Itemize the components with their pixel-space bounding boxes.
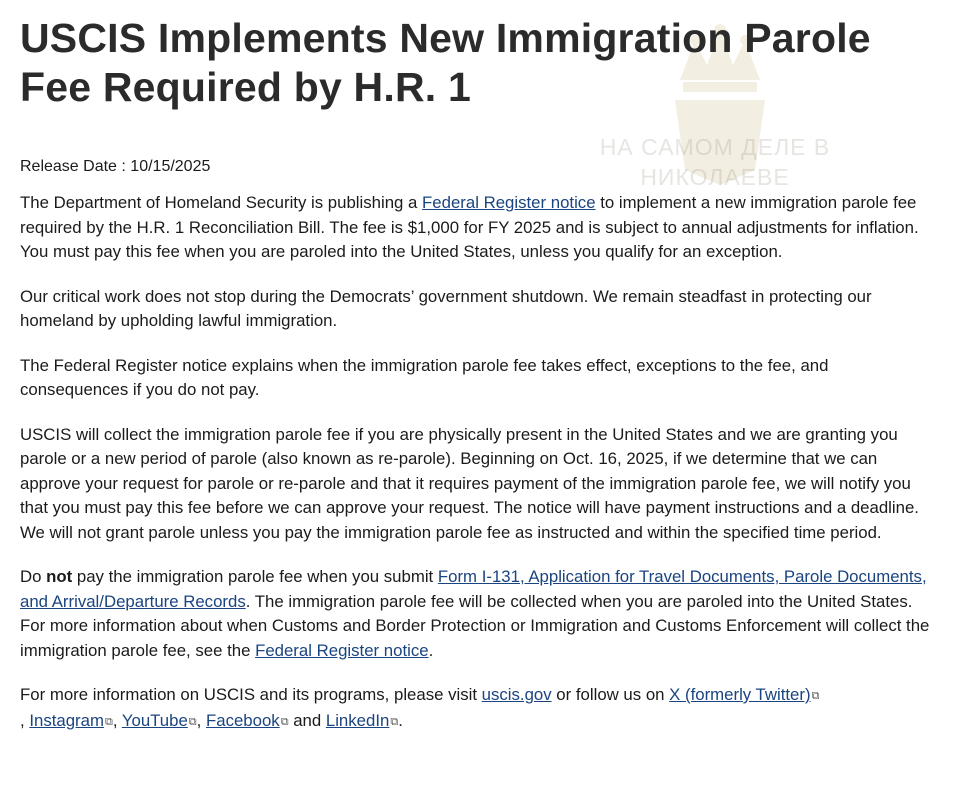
paragraph-text: and: [288, 710, 326, 730]
external-link-icon: ⧉: [188, 715, 197, 728]
paragraph-text: .: [398, 710, 403, 730]
federal-register-notice-link[interactable]: Federal Register notice: [422, 193, 596, 212]
paragraph-shutdown: Our critical work does not stop during the Democrats’ government shutdown. We remain steadfast in protecting our homeland by upholding lawful immigration.: [20, 286, 872, 330]
paragraph-intro: [20, 191, 940, 265]
release-date-value: 10/15/2025: [130, 158, 211, 175]
federal-register-notice-link-2[interactable]: Federal Register notice: [255, 640, 429, 660]
paragraph-text: Do: [20, 567, 47, 586]
paragraph-text: The Department of Homeland Security is publishing a: [20, 193, 423, 212]
release-date: [20, 155, 940, 179]
youtube-link[interactable]: YouTube: [121, 710, 188, 730]
linkedin-link[interactable]: LinkedIn: [325, 710, 390, 730]
separator: ,: [196, 710, 206, 730]
bold-not: not: [46, 567, 73, 586]
paragraph-follow-us: [20, 683, 940, 734]
form-i131-link[interactable]: Form I-131, Application for Travel Documents, Parole Documents, and Arrival/Departure Records: [20, 567, 927, 611]
release-date-label: Release Date :: [20, 158, 126, 175]
external-link-icon: ⧉: [811, 690, 820, 702]
paragraph-text: or follow us on: [551, 685, 670, 704]
paragraph-text: . The immigration parole fee will be collected when you are paroled into the United States. For more information about when Customs and Border Protection or Immigration and Customs Enforcement will collect the immigration parole fee, see the: [20, 591, 930, 660]
paragraph-text: pay the immigration parole fee when you submit: [72, 567, 438, 586]
watermark-line-2: НИКОЛАЕВЕ: [640, 164, 790, 190]
instagram-link[interactable]: Instagram: [29, 710, 104, 730]
paragraph-text: For more information on USCIS and its programs, please visit: [20, 685, 482, 704]
separator: ,: [112, 710, 122, 730]
paragraph-text: .: [428, 640, 434, 660]
page-title: USCIS Implements New Immigration Parole Fee Required by H.R. 1: [20, 15, 871, 110]
paragraph-text: to implement a new immigration parole fee required by the H.R. 1 Reconciliation Bill. The fee is $1,000 for FY 2025 and is subject to annual adjustments for inflation. You must pay this fee when you are paroled into the United States, unless you qualify for an exception.: [20, 193, 919, 261]
external-link-icon: ⧉: [390, 715, 399, 728]
paragraph-notice-explains: The Federal Register notice explains when the immigration parole fee takes effect, exceptions to the fee, and consequences if you do not pay.: [20, 355, 829, 399]
external-link-icon: ⧉: [280, 715, 289, 728]
facebook-link[interactable]: Facebook: [205, 710, 280, 730]
paragraph-text: ,: [20, 710, 30, 730]
paragraph-do-not-pay: [20, 565, 940, 663]
external-link-icon: ⧉: [104, 715, 113, 728]
paragraph-collection: USCIS will collect the immigration parole fee if you are physically present in the United States and we are granting you parole or a new period of parole (also known as re-parole). Beginning on Oct. 16, 2025, if we determine that we can approve your request for parole or re-parole and that it requires payment of the immigration parole fee, we will notify you that you must pay this fee before we can approve your request. The notice will have payment instructions and a deadline. We will not grant parole unless you pay the immigration parole fee as instructed and within the specified time period.: [20, 424, 919, 542]
watermark-line-1: НА САМОМ ДЕЛЕ В: [599, 134, 831, 160]
x-twitter-link[interactable]: X (formerly Twitter): [669, 685, 811, 704]
uscis-gov-link[interactable]: uscis.gov: [481, 685, 552, 704]
article: [20, 14, 940, 734]
